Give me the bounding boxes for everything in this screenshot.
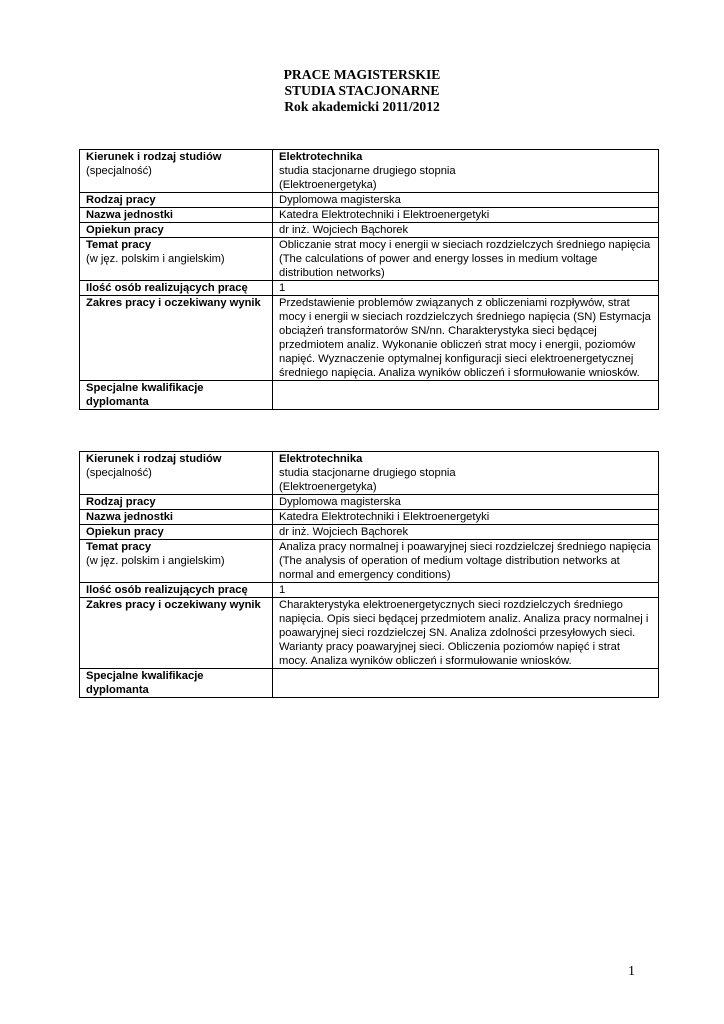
row-opiekun (80, 525, 659, 540)
row-rodzaj (80, 495, 659, 510)
kierunek-sublabel: (specjalność) (86, 467, 152, 479)
label-cell (80, 150, 273, 193)
zakres-label: Zakres pracy i oczekiwany wynik (80, 296, 273, 381)
kierunek-value: Elektrotechnika (279, 453, 363, 465)
row-jednostka (80, 510, 659, 525)
kwalifikacje-label: Specjalne kwalifikacje dyplomanta (80, 669, 273, 698)
row-zakres (80, 296, 659, 381)
row-ilosc (80, 281, 659, 296)
page-number: 1 (628, 964, 635, 979)
zakres-value: Charakterystyka elektroenergetycznych sieci rozdzielczych średniego napięcia. Opis sieci będącej przedmiotem analiz. Analiza pracy normalnej i poawaryjnej sieci rozdzielczej SN. Analiza zdolności przesyłowych sieci. Warianty pracy poawaryjnej sieci. Obliczenia poziomów napięć i strat mocy. Analiza wyników obliczeń i sformułowanie wniosków. (273, 598, 659, 669)
kierunek-value-mode: studia stacjonarne drugiego stopnia (279, 165, 456, 177)
kierunek-value: Elektrotechnika (279, 151, 363, 163)
opiekun-value: dr inż. Wojciech Bąchorek (273, 525, 659, 540)
row-kierunek (80, 452, 659, 495)
temat-polish: Analiza pracy normalnej i poawaryjnej sieci rozdzielczej średniego napięcia (279, 541, 651, 553)
temat-sublabel: (w jęz. polskim i angielskim) (86, 253, 225, 265)
temat-english: (The calculations of power and energy losses in medium voltage distribution networks) (279, 253, 598, 279)
label-cell (80, 238, 273, 281)
ilosc-value: 1 (273, 281, 659, 296)
jednostka-label: Nazwa jednostki (80, 208, 273, 223)
kierunek-label: Kierunek i rodzaj studiów (86, 151, 222, 163)
rodzaj-value: Dyplomowa magisterska (273, 193, 659, 208)
kierunek-value-specialty: (Elektroenergetyka) (279, 179, 377, 191)
temat-polish: Obliczanie strat mocy i energii w sieciach rozdzielczych średniego napięcia (279, 239, 651, 251)
value-cell (273, 238, 659, 281)
zakres-label: Zakres pracy i oczekiwany wynik (80, 598, 273, 669)
row-zakres (80, 598, 659, 669)
opiekun-label: Opiekun pracy (80, 525, 273, 540)
document-title (0, 67, 724, 115)
jednostka-value: Katedra Elektrotechniki i Elektroenergetyki (273, 510, 659, 525)
ilosc-label: Ilość osób realizujących pracę (80, 583, 273, 598)
kwalifikacje-label: Specjalne kwalifikacje dyplomanta (80, 381, 273, 410)
kierunek-sublabel: (specjalność) (86, 165, 152, 177)
kwalifikacje-value (273, 669, 659, 698)
opiekun-value: dr inż. Wojciech Bąchorek (273, 223, 659, 238)
title-line-3: Rok akademicki 2011/2012 (284, 99, 440, 114)
row-opiekun (80, 223, 659, 238)
jednostka-value: Katedra Elektrotechniki i Elektroenergetyki (273, 208, 659, 223)
kierunek-value-mode: studia stacjonarne drugiego stopnia (279, 467, 456, 479)
row-kierunek (80, 150, 659, 193)
jednostka-label: Nazwa jednostki (80, 510, 273, 525)
title-line-1: PRACE MAGISTERSKIE (283, 67, 441, 82)
label-cell (80, 540, 273, 583)
row-rodzaj (80, 193, 659, 208)
temat-label: Temat pracy (86, 541, 152, 553)
label-cell (80, 452, 273, 495)
value-cell (273, 452, 659, 495)
rodzaj-label: Rodzaj pracy (80, 495, 273, 510)
row-jednostka (80, 208, 659, 223)
ilosc-value: 1 (273, 583, 659, 598)
rodzaj-value: Dyplomowa magisterska (273, 495, 659, 510)
temat-english: (The analysis of operation of medium voltage distribution networks at normal and emergency conditions) (279, 555, 620, 581)
kwalifikacje-value (273, 381, 659, 410)
zakres-value: Przedstawienie problemów związanych z obliczeniami rozpływów, strat mocy i energii w sieciach rozdzielczych średniego napięcia (SN) Estymacja obciążeń transformatorów SN/nn. Charakterystyka sieci będącej przedmiotem analiz. Wykonanie obliczeń strat mocy i energii, poziomów napięć. Wyznaczenie optymalnej konfiguracji sieci elektroenergetycznej średniego napięcia. Analiza wyników obliczeń i sformułowanie wniosków. (273, 296, 659, 381)
value-cell (273, 540, 659, 583)
row-kwalifikacje (80, 669, 659, 698)
row-temat (80, 540, 659, 583)
temat-sublabel: (w jęz. polskim i angielskim) (86, 555, 225, 567)
rodzaj-label: Rodzaj pracy (80, 193, 273, 208)
title-line-2: STUDIA STACJONARNE (284, 83, 440, 98)
value-cell (273, 150, 659, 193)
kierunek-value-specialty: (Elektroenergetyka) (279, 481, 377, 493)
row-kwalifikacje (80, 381, 659, 410)
temat-label: Temat pracy (86, 239, 152, 251)
row-temat (80, 238, 659, 281)
kierunek-label: Kierunek i rodzaj studiów (86, 453, 222, 465)
ilosc-label: Ilość osób realizujących pracę (80, 281, 273, 296)
thesis-table-1 (79, 149, 659, 410)
thesis-table-2 (79, 451, 659, 698)
row-ilosc (80, 583, 659, 598)
opiekun-label: Opiekun pracy (80, 223, 273, 238)
